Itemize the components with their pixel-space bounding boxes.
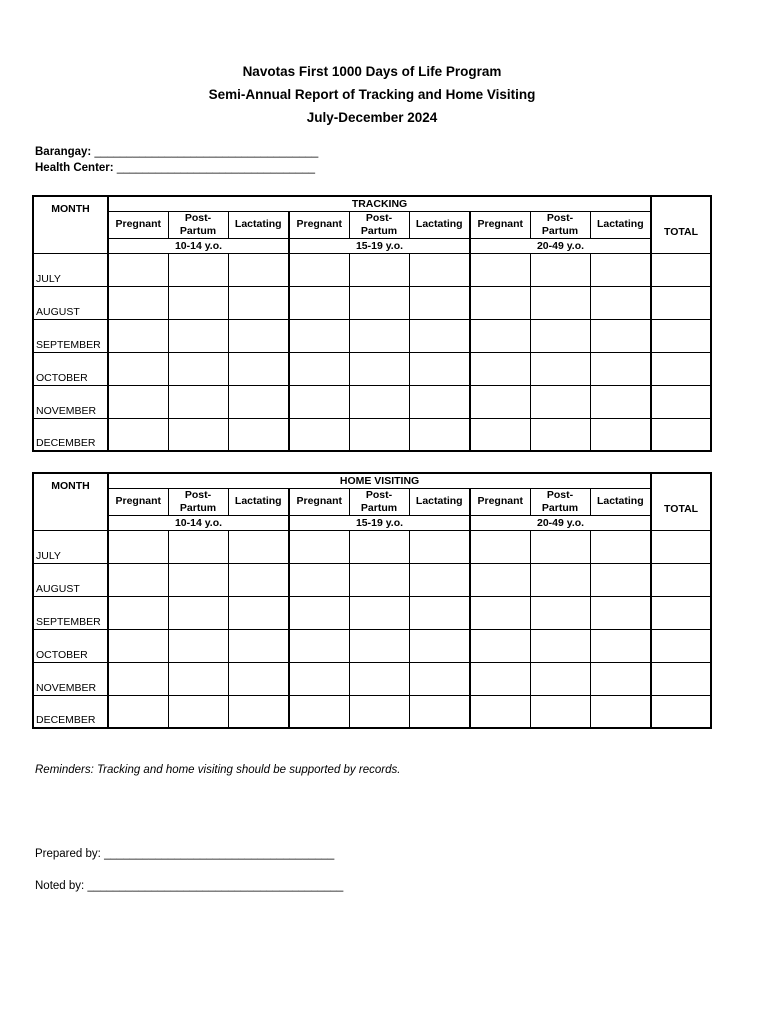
entry-cell[interactable] [168,596,228,629]
entry-cell[interactable] [470,253,530,286]
postpartum-header [168,488,228,515]
entry-cell[interactable] [228,352,289,385]
entry-cell[interactable] [349,253,409,286]
postpartum-header [168,211,228,238]
total-cell[interactable] [651,352,711,385]
entry-cell[interactable] [289,596,349,629]
age-group-header: 10-14 y.o. [108,238,289,253]
total-cell[interactable] [651,286,711,319]
postpartum-header-line1: Post- [546,211,574,224]
month-label: AUGUST [33,286,108,319]
entry-cell[interactable] [168,530,228,563]
lactating-header: Lactating [409,211,470,238]
table-row [33,253,711,286]
table-row [33,695,711,728]
barangay-field[interactable] [35,146,318,158]
table-row [33,530,711,563]
entry-cell[interactable] [289,319,349,352]
entry-cell[interactable] [349,695,409,728]
postpartum-header [530,488,590,515]
entry-cell[interactable] [470,662,530,695]
entry-cell[interactable] [349,629,409,662]
postpartum-header-line2: Partum [360,224,398,237]
lactating-header: Lactating [228,488,289,515]
total-cell[interactable] [651,319,711,352]
entry-cell[interactable] [168,662,228,695]
age-group-header: 10-14 y.o. [108,515,289,530]
total-header-top [651,196,711,211]
postpartum-header-line1: Post- [546,488,574,501]
entry-cell[interactable] [590,695,651,728]
entry-cell[interactable] [590,385,651,418]
entry-cell[interactable] [470,596,530,629]
entry-cell[interactable] [289,629,349,662]
postpartum-header-line1: Post- [365,488,393,501]
total-cell[interactable] [651,662,711,695]
entry-cell[interactable] [590,253,651,286]
entry-cell[interactable] [530,662,590,695]
entry-cell[interactable] [108,385,168,418]
entry-cell[interactable] [228,563,289,596]
entry-cell[interactable] [108,253,168,286]
table-row [33,352,711,385]
entry-cell[interactable] [409,629,470,662]
title-line-1: Navotas First 1000 Days of Life Program [242,64,502,79]
entry-cell[interactable] [409,319,470,352]
entry-cell[interactable] [349,563,409,596]
table-row [33,629,711,662]
entry-cell[interactable] [409,385,470,418]
entry-cell[interactable] [168,253,228,286]
entry-cell[interactable] [409,695,470,728]
entry-cell[interactable] [470,418,530,451]
month-header: MONTH [33,196,108,253]
entry-cell[interactable] [108,530,168,563]
total-cell[interactable] [651,385,711,418]
table-row [33,319,711,352]
entry-cell[interactable] [530,319,590,352]
entry-cell[interactable] [108,629,168,662]
entry-cell[interactable] [470,530,530,563]
entry-cell[interactable] [108,662,168,695]
total-cell[interactable] [651,253,711,286]
total-cell[interactable] [651,695,711,728]
entry-cell[interactable] [228,319,289,352]
table-row [33,662,711,695]
entry-cell[interactable] [530,253,590,286]
entry-cell[interactable] [349,418,409,451]
total-cell[interactable] [651,596,711,629]
age-group-header: 20-49 y.o. [470,238,651,253]
entry-cell[interactable] [470,563,530,596]
entry-cell[interactable] [530,418,590,451]
tracking-table [32,195,712,452]
entry-cell[interactable] [289,253,349,286]
prepared-by-blank[interactable]: ____________________________________ [104,848,335,860]
postpartum-header-line1: Post- [365,211,393,224]
entry-cell[interactable] [530,352,590,385]
postpartum-header-line2: Partum [541,501,579,514]
lactating-header: Lactating [409,488,470,515]
barangay-blank[interactable]: ___________________________________ [94,146,319,158]
entry-cell[interactable] [409,286,470,319]
table-row [33,596,711,629]
entry-cell[interactable] [289,662,349,695]
total-header: TOTAL [651,211,711,253]
entry-cell[interactable] [470,629,530,662]
noted-by-blank[interactable]: ________________________________________ [87,880,344,892]
entry-cell[interactable] [349,319,409,352]
entry-cell[interactable] [470,385,530,418]
postpartum-header [349,488,409,515]
entry-cell[interactable] [108,352,168,385]
entry-cell[interactable] [470,695,530,728]
entry-cell[interactable] [168,286,228,319]
entry-cell[interactable] [409,418,470,451]
pregnant-header: Pregnant [289,488,349,515]
month-label: AUGUST [33,563,108,596]
entry-cell[interactable] [590,662,651,695]
reminder-note: Reminders: Tracking and home visiting should be supported by records. [35,764,401,776]
entry-cell[interactable] [409,352,470,385]
pregnant-header: Pregnant [470,488,530,515]
table-row [33,563,711,596]
entry-cell[interactable] [409,596,470,629]
entry-cell[interactable] [168,695,228,728]
month-label: NOVEMBER [33,385,108,418]
total-cell[interactable] [651,530,711,563]
entry-cell[interactable] [168,629,228,662]
pregnant-header: Pregnant [289,211,349,238]
barangay-label: Barangay: [35,146,92,158]
section-title: HOME VISITING [108,473,651,488]
age-group-header: 15-19 y.o. [289,515,470,530]
noted-by-label: Noted by: [35,880,85,892]
entry-cell[interactable] [590,319,651,352]
entry-cell[interactable] [108,286,168,319]
entry-cell[interactable] [289,418,349,451]
entry-cell[interactable] [590,352,651,385]
prepared-by-label: Prepared by: [35,848,101,860]
entry-cell[interactable] [289,352,349,385]
postpartum-header-line1: Post- [184,488,212,501]
total-header: TOTAL [651,488,711,530]
total-cell[interactable] [651,629,711,662]
entry-cell[interactable] [590,629,651,662]
lactating-header: Lactating [228,211,289,238]
month-label: OCTOBER [33,629,108,662]
entry-cell[interactable] [228,695,289,728]
entry-cell[interactable] [168,385,228,418]
entry-cell[interactable] [530,563,590,596]
section-title: TRACKING [108,196,651,211]
entry-cell[interactable] [289,286,349,319]
month-label: OCTOBER [33,352,108,385]
pregnant-header: Pregnant [108,211,168,238]
entry-cell[interactable] [168,418,228,451]
entry-cell[interactable] [228,418,289,451]
entry-cell[interactable] [289,385,349,418]
entry-cell[interactable] [409,662,470,695]
entry-cell[interactable] [349,385,409,418]
entry-cell[interactable] [409,253,470,286]
month-label: SEPTEMBER [33,596,108,629]
entry-cell[interactable] [228,629,289,662]
entry-cell[interactable] [108,319,168,352]
age-group-header: 15-19 y.o. [289,238,470,253]
entry-cell[interactable] [168,563,228,596]
entry-cell[interactable] [590,563,651,596]
noted-by-field[interactable] [35,880,343,892]
month-label: NOVEMBER [33,662,108,695]
entry-cell[interactable] [590,286,651,319]
health-center-label: Health Center: [35,162,114,174]
entry-cell[interactable] [228,286,289,319]
entry-cell[interactable] [470,319,530,352]
month-label: JULY [33,530,108,563]
pregnant-header: Pregnant [470,211,530,238]
entry-cell[interactable] [530,385,590,418]
postpartum-header-line2: Partum [360,501,398,514]
entry-cell[interactable] [590,530,651,563]
postpartum-header-line2: Partum [179,501,217,514]
total-cell[interactable] [651,418,711,451]
entry-cell[interactable] [590,418,651,451]
entry-cell[interactable] [289,695,349,728]
entry-cell[interactable] [228,662,289,695]
health-center-field[interactable] [35,162,315,174]
entry-cell[interactable] [289,530,349,563]
entry-cell[interactable] [470,286,530,319]
entry-cell[interactable] [530,286,590,319]
entry-cell[interactable] [349,286,409,319]
lactating-header: Lactating [590,211,651,238]
total-header-top [651,473,711,488]
entry-cell[interactable] [349,596,409,629]
entry-cell[interactable] [530,530,590,563]
month-label: DECEMBER [33,418,108,451]
entry-cell[interactable] [108,695,168,728]
postpartum-header-line2: Partum [179,224,217,237]
month-label: DECEMBER [33,695,108,728]
entry-cell[interactable] [108,563,168,596]
title-line-3: July-December 2024 [306,110,438,125]
entry-cell[interactable] [168,352,228,385]
home-visiting-table [32,472,712,729]
entry-cell[interactable] [530,629,590,662]
entry-cell[interactable] [108,418,168,451]
entry-cell[interactable] [349,662,409,695]
postpartum-header [530,211,590,238]
entry-cell[interactable] [228,596,289,629]
entry-cell[interactable] [530,695,590,728]
entry-cell[interactable] [228,530,289,563]
total-cell[interactable] [651,563,711,596]
month-header: MONTH [33,473,108,530]
month-label: JULY [33,253,108,286]
entry-cell[interactable] [349,530,409,563]
entry-cell[interactable] [409,563,470,596]
title-line-2: Semi-Annual Report of Tracking and Home Visiting [208,87,536,102]
entry-cell[interactable] [590,596,651,629]
month-label: SEPTEMBER [33,319,108,352]
entry-cell[interactable] [108,596,168,629]
table-row [33,286,711,319]
table-row [33,418,711,451]
entry-cell[interactable] [289,563,349,596]
entry-cell[interactable] [470,352,530,385]
postpartum-header-line2: Partum [541,224,579,237]
postpartum-header-line1: Post- [184,211,212,224]
postpartum-header [349,211,409,238]
entry-cell[interactable] [228,385,289,418]
health-center-blank[interactable]: _______________________________ [116,162,316,174]
lactating-header: Lactating [590,488,651,515]
prepared-by-field[interactable] [35,848,334,860]
entry-cell[interactable] [349,352,409,385]
pregnant-header: Pregnant [108,488,168,515]
entry-cell[interactable] [168,319,228,352]
table-row [33,385,711,418]
entry-cell[interactable] [228,253,289,286]
entry-cell[interactable] [530,596,590,629]
age-group-header: 20-49 y.o. [470,515,651,530]
entry-cell[interactable] [409,530,470,563]
